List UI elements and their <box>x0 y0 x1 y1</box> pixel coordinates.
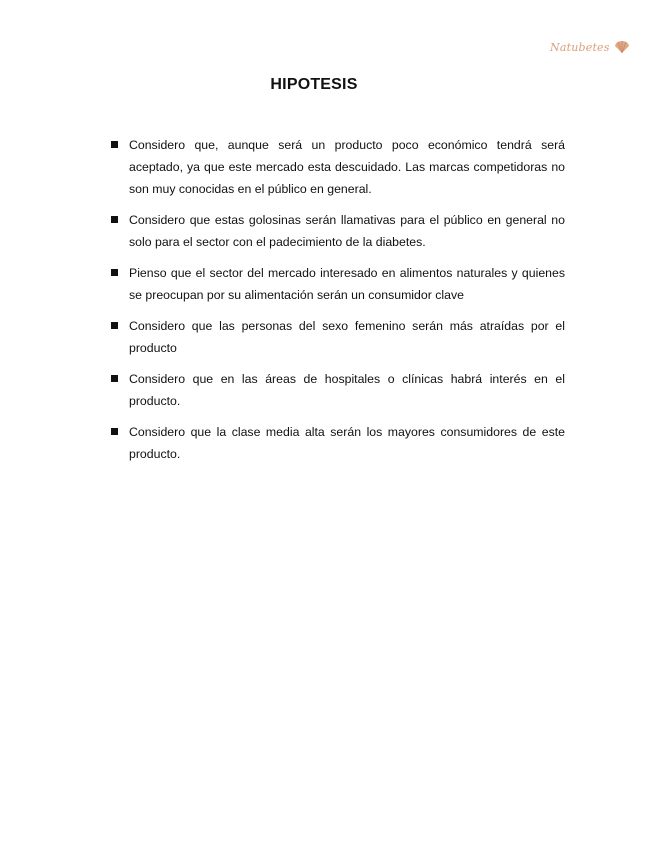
list-item-text: Pienso que el sector del mercado interesado en alimentos naturales y quienes se preocupan por su alimentación serán un consumidor clave <box>129 266 565 302</box>
list-item <box>110 209 565 253</box>
brand-logo <box>550 37 631 57</box>
list-item-text: Considero que las personas del sexo femenino serán más atraídas por el producto <box>129 319 565 355</box>
square-bullet-icon <box>110 262 129 284</box>
hypothesis-list <box>110 134 565 474</box>
list-item-text: Considero que estas golosinas serán llamativas para el público en general no solo para el sector con el padecimiento de la diabetes. <box>129 213 565 249</box>
list-item <box>110 315 565 359</box>
square-bullet-icon <box>110 368 129 390</box>
logo-text: Natubetes <box>550 40 610 54</box>
square-bullet-icon <box>110 134 129 156</box>
square-bullet-icon <box>110 315 129 337</box>
list-item <box>110 262 565 306</box>
page-title: HIPOTESIS <box>270 76 358 93</box>
shell-icon <box>613 40 631 54</box>
list-item <box>110 134 565 200</box>
square-bullet-icon <box>110 209 129 231</box>
list-item <box>110 421 565 465</box>
list-item-text: Considero que la clase media alta serán los mayores consumidores de este producto. <box>129 425 565 461</box>
square-bullet-icon <box>110 421 129 443</box>
list-item-text: Considero que en las áreas de hospitales o clínicas habrá interés en el producto. <box>129 372 565 408</box>
list-item-text: Considero que, aunque será un producto poco económico tendrá será aceptado, ya que este mercado esta descuidado. Las marcas competidoras no son muy conocidas en el público en general. <box>129 138 565 196</box>
list-item <box>110 368 565 412</box>
